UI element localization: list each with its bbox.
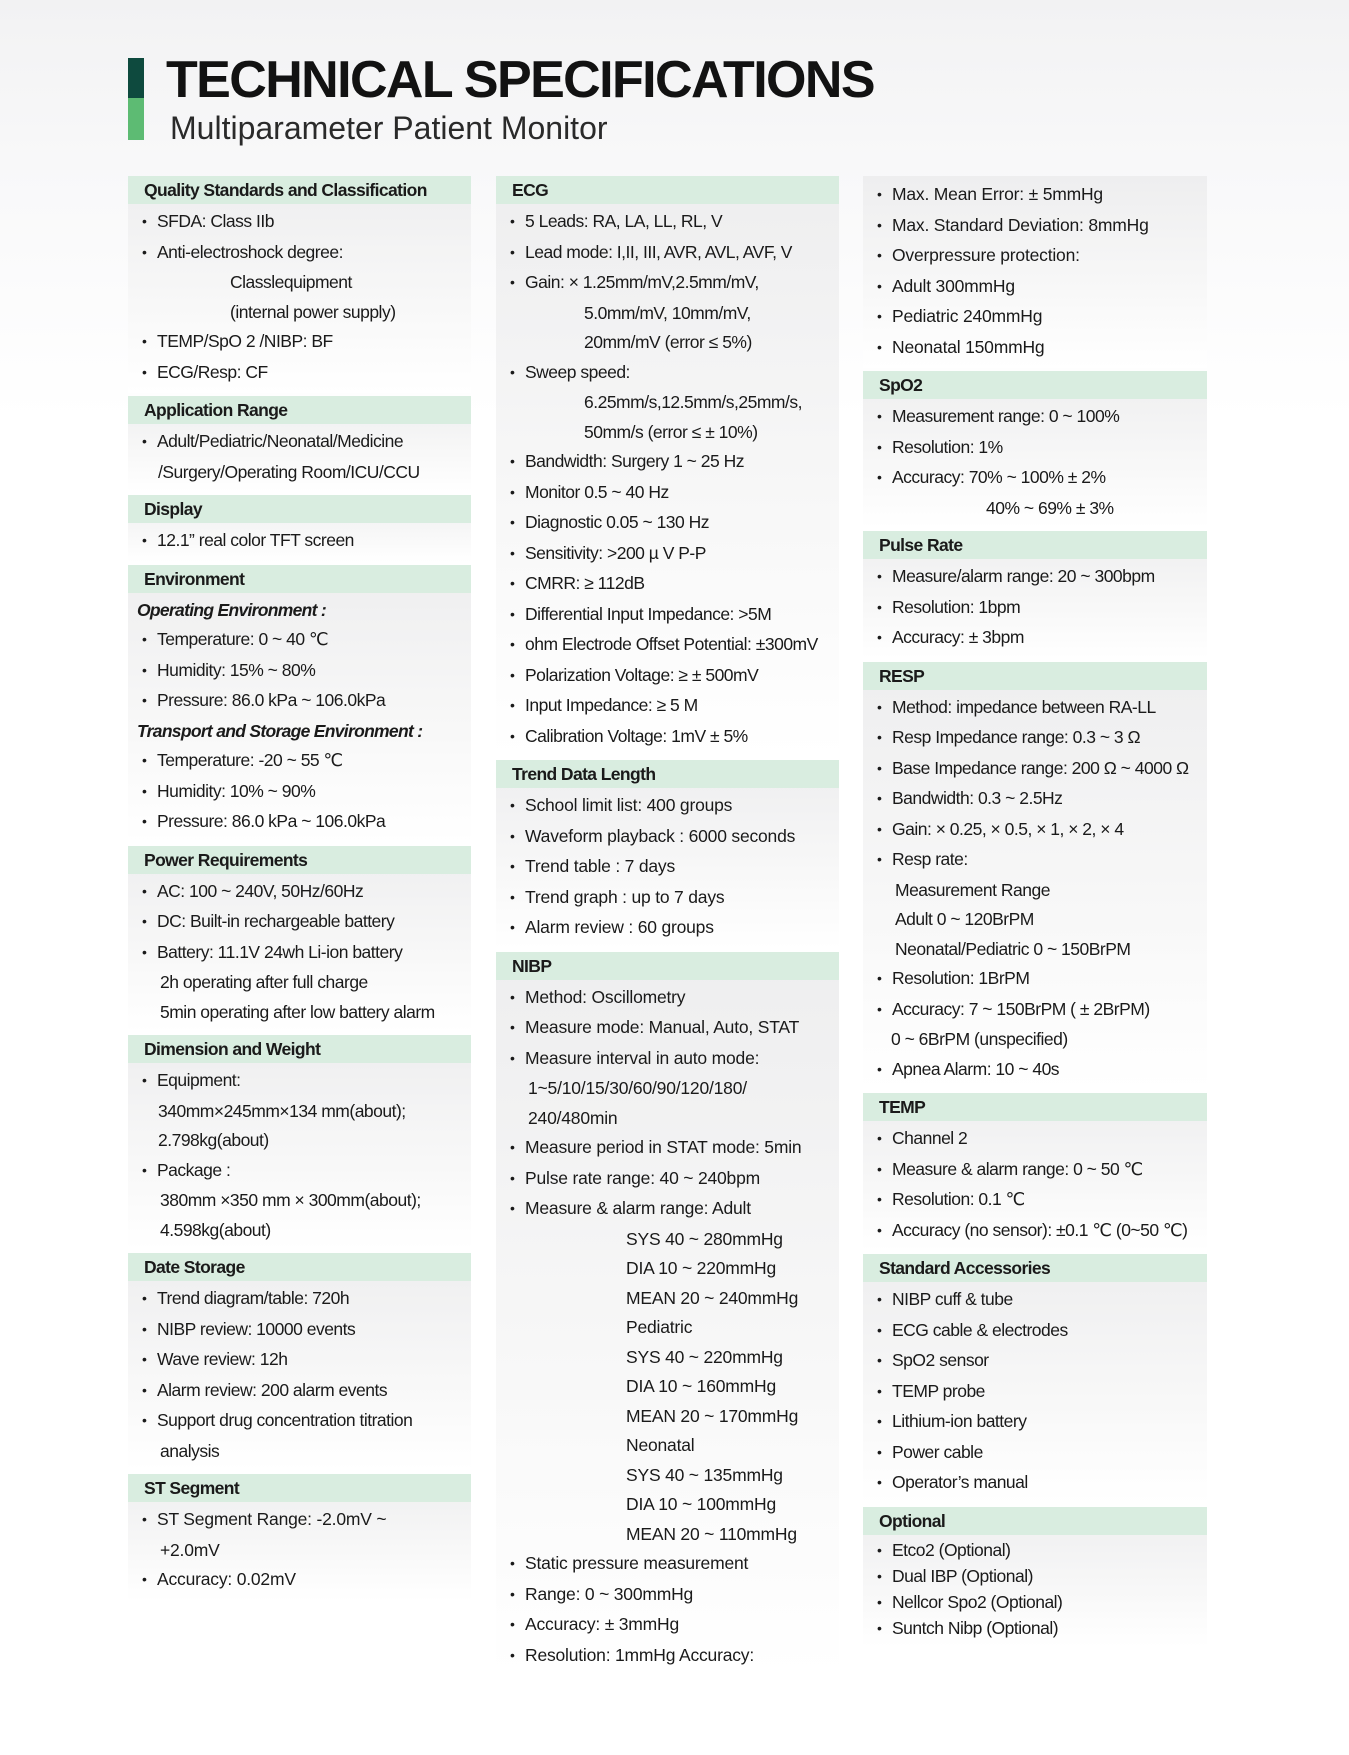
spec-line: • Max. Standard Deviation: 8mmHg — [863, 211, 1207, 242]
spec-line: 0 ~ 6BrPM (unspecified) — [891, 1029, 1068, 1049]
section-title: Date Storage — [128, 1253, 471, 1281]
section-title: NIBP — [496, 952, 839, 980]
spec-line: • Resolution: 1mmHg Accuracy: — [496, 1641, 839, 1672]
spec-line: (internal power supply) — [230, 301, 396, 322]
spec-line: DIA 10 ~ 220mmHg — [626, 1258, 777, 1278]
spec-line: • Pediatric 240mmHg — [863, 302, 1207, 333]
spec-line: • Dual IBP (Optional) — [863, 1564, 1207, 1590]
page-title: TECHNICAL SPECIFICATIONS — [166, 51, 874, 109]
spec-line: • Overpressure protection: — [863, 241, 1207, 272]
section-date-storage — [128, 1253, 471, 1471]
spec-line: • Range: 0 ~ 300mmHg — [496, 1580, 839, 1611]
section-title: ST Segment — [128, 1474, 471, 1502]
spec-line: 1~5/10/15/30/60/90/120/180/ — [528, 1078, 747, 1098]
spec-line: • Resolution: 0.1 ℃ — [863, 1185, 1207, 1216]
column-left — [128, 176, 471, 1604]
spec-line: • CMRR: ≥ 112dB — [496, 569, 839, 600]
section-ecg — [496, 176, 839, 757]
section-title: Optional — [863, 1507, 1207, 1535]
spec-line: • Measure mode: Manual, Auto, STAT — [496, 1013, 839, 1044]
spec-line: • NIBP cuff & tube — [863, 1285, 1207, 1316]
spec-line: • Resolution: 1bpm — [863, 593, 1207, 624]
spec-line: • Sensitivity: >200 µ V P-P — [496, 539, 839, 570]
spec-line: • Measure/alarm range: 20 ~ 300bpm — [863, 562, 1207, 593]
spec-line: DIA 10 ~ 100mmHg — [626, 1494, 777, 1514]
spec-line: • Resp rate: — [863, 845, 1207, 876]
spec-line: • TEMP probe — [863, 1377, 1207, 1408]
spec-line: • Temperature: 0 ~ 40 ℃ — [128, 625, 471, 656]
accent-bar-light — [128, 98, 144, 140]
section-quality-standards — [128, 176, 471, 393]
subsection-title: Operating Environment : — [137, 599, 327, 620]
spec-line: • Resolution: 1% — [863, 433, 1207, 464]
spec-line: • Channel 2 — [863, 1124, 1207, 1155]
spec-line: 380mm ×350 mm × 300mm(about); — [160, 1190, 421, 1210]
spec-line: • ECG/Resp: CF — [128, 358, 471, 389]
spec-line: • Humidity: 15% ~ 80% — [128, 656, 471, 687]
spec-line: • Nellcor Spo2 (Optional) — [863, 1590, 1207, 1616]
spec-line: 2.798kg(about) — [158, 1130, 269, 1150]
spec-line: • Pressure: 86.0 kPa ~ 106.0kPa — [128, 686, 471, 717]
spec-line: • Polarization Voltage: ≥ ± 500mV — [496, 661, 839, 692]
spec-line: 2h operating after full charge — [160, 972, 368, 992]
spec-line: • ST Segment Range: -2.0mV ~ — [128, 1505, 471, 1536]
spec-line: 40% ~ 69% ± 3% — [986, 497, 1114, 518]
spec-line: • Accuracy: 0.02mV — [128, 1565, 471, 1596]
accent-bar-dark — [128, 58, 144, 98]
section-title: ECG — [496, 176, 839, 204]
spec-line: • Trend graph : up to 7 days — [496, 883, 839, 914]
spec-line: • Wave review: 12h — [128, 1345, 471, 1376]
spec-line: • Accuracy: 7 ~ 150BrPM ( ± 2BrPM) — [863, 995, 1207, 1026]
spec-line: Measurement Range — [895, 879, 1050, 900]
spec-line: • Apnea Alarm: 10 ~ 40s — [863, 1055, 1207, 1086]
spec-line: 4.598kg(about) — [160, 1219, 271, 1240]
section-title: SpO2 — [863, 371, 1207, 399]
spec-line: MEAN 20 ~ 110mmHg — [626, 1523, 797, 1544]
section-title: Standard Accessories — [863, 1254, 1207, 1282]
spec-line: Neonatal — [626, 1435, 695, 1455]
section-display — [128, 495, 471, 562]
spec-line: • Resolution: 1BrPM — [863, 964, 1207, 995]
spec-line: 240/480min — [528, 1107, 618, 1128]
spec-line: Neonatal/Pediatric 0 ~ 150BrPM — [895, 938, 1131, 959]
spec-line: • Max. Mean Error: ± 5mmHg — [863, 180, 1207, 211]
section-dimension-weight — [128, 1035, 471, 1250]
spec-line: +2.0mV — [160, 1539, 220, 1560]
spec-line: SYS 40 ~ 135mmHg — [626, 1464, 783, 1485]
spec-line: MEAN 20 ~ 170mmHg — [626, 1405, 799, 1426]
spec-line: • AC: 100 ~ 240V, 50Hz/60Hz — [128, 877, 471, 908]
spec-line: 50mm/s (error ≤ ± 10%) — [584, 421, 758, 442]
section-spo2 — [863, 371, 1207, 528]
spec-line: • Temperature: -20 ~ 55 ℃ — [128, 746, 471, 777]
spec-line: • Base Impedance range: 200 Ω ~ 4000 Ω — [863, 754, 1207, 785]
section-nibp — [496, 952, 839, 1677]
section-st-segment — [128, 1474, 471, 1601]
spec-line: • School limit list: 400 groups — [496, 791, 839, 822]
spec-line: • Trend table : 7 days — [496, 852, 839, 883]
spec-line: • Gain: × 0.25, × 0.5, × 1, × 2, × 4 — [863, 815, 1207, 846]
spec-line: 5.0mm/mV, 10mm/mV, — [584, 302, 751, 323]
section-nibp-continued — [863, 176, 1207, 368]
spec-line: • Bandwidth: 0.3 ~ 2.5Hz — [863, 784, 1207, 815]
spec-line: • Accuracy: ± 3bpm — [863, 623, 1207, 654]
spec-line: • Method: Oscillometry — [496, 983, 839, 1014]
spec-line: • Power cable — [863, 1438, 1207, 1469]
section-trend-data-length — [496, 760, 839, 949]
spec-line: • ohm Electrode Offset Potential: ±300mV — [496, 630, 839, 661]
spec-line: • 12.1” real color TFT screen — [128, 526, 471, 557]
spec-line: • 5 Leads: RA, LA, LL, RL, V — [496, 207, 839, 238]
spec-line: DIA 10 ~ 160mmHg — [626, 1376, 777, 1396]
spec-line: • TEMP/SpO 2 /NIBP: BF — [128, 327, 471, 358]
column-right — [863, 176, 1207, 1650]
spec-line: • Measure interval in auto mode: — [496, 1044, 839, 1075]
spec-line: 20mm/mV (error ≤ 5%) — [584, 332, 752, 352]
section-title: Dimension and Weight — [128, 1035, 471, 1063]
spec-line: • Differential Input Impedance: >5M — [496, 600, 839, 631]
section-title: Quality Standards and Classification — [128, 176, 471, 204]
spec-line: • Humidity: 10% ~ 90% — [128, 777, 471, 808]
spec-line: • Measure & alarm range: 0 ~ 50 ℃ — [863, 1155, 1207, 1186]
spec-line: • Diagnostic 0.05 ~ 130 Hz — [496, 508, 839, 539]
spec-line: • Calibration Voltage: 1mV ± 5% — [496, 722, 839, 753]
spec-line: /Surgery/Operating Room/ICU/CCU — [158, 461, 420, 482]
spec-line: • ECG cable & electrodes — [863, 1316, 1207, 1347]
section-application-range — [128, 396, 471, 492]
spec-line: • Battery: 11.1V 24wh Li-ion battery — [128, 938, 471, 969]
spec-line: • Sweep speed: — [496, 358, 839, 389]
spec-line: • Measure & alarm range: Adult — [496, 1194, 839, 1225]
spec-line: • Monitor 0.5 ~ 40 Hz — [496, 478, 839, 509]
section-resp — [863, 662, 1207, 1091]
spec-line: • Accuracy: ± 3mmHg — [496, 1610, 839, 1641]
spec-line: • Lithium-ion battery — [863, 1407, 1207, 1438]
section-optional — [863, 1507, 1207, 1647]
spec-line: • Method: impedance between RA-LL — [863, 693, 1207, 724]
spec-line: SYS 40 ~ 280mmHg — [626, 1228, 783, 1249]
spec-line: • SpO2 sensor — [863, 1346, 1207, 1377]
spec-line: • Support drug concentration titration — [128, 1406, 471, 1437]
page-header — [128, 51, 1028, 151]
section-environment — [128, 565, 471, 843]
spec-line: Classlequipment — [230, 272, 352, 292]
spec-line: 6.25mm/s,12.5mm/s,25mm/s, — [584, 392, 802, 412]
page-subtitle: Multiparameter Patient Monitor — [170, 110, 608, 146]
spec-line: • Lead mode: I,II, III, AVR, AVL, AVF, V — [496, 238, 839, 269]
section-temp — [863, 1093, 1207, 1251]
spec-line: • Anti-electroshock degree: — [128, 238, 471, 269]
spec-line: • Operator’s manual — [863, 1468, 1207, 1499]
section-title: TEMP — [863, 1093, 1207, 1121]
spec-line: • Input Impedance: ≥ 5 M — [496, 691, 839, 722]
section-title: Power Requirements — [128, 846, 471, 874]
spec-line: • Measurement range: 0 ~ 100% — [863, 402, 1207, 433]
spec-line: • DC: Built-in rechargeable battery — [128, 907, 471, 938]
spec-line: • Accuracy: 70% ~ 100% ± 2% — [863, 463, 1207, 494]
spec-line: • Alarm review : 60 groups — [496, 913, 839, 944]
spec-line: MEAN 20 ~ 240mmHg — [626, 1287, 799, 1308]
spec-line: • Suntch Nibp (Optional) — [863, 1616, 1207, 1642]
spec-line: 340mm×245mm×134 mm(about); — [158, 1100, 406, 1121]
spec-line: • Static pressure measurement — [496, 1549, 839, 1580]
section-title: RESP — [863, 662, 1207, 690]
section-title: Pulse Rate — [863, 531, 1207, 559]
spec-line: • Gain: × 1.25mm/mV,2.5mm/mV, — [496, 268, 839, 299]
spec-line: SYS 40 ~ 220mmHg — [626, 1346, 783, 1367]
spec-line: • Measure period in STAT mode: 5min — [496, 1133, 839, 1164]
spec-line: • NIBP review: 10000 events — [128, 1315, 471, 1346]
spec-line: • Pressure: 86.0 kPa ~ 106.0kPa — [128, 807, 471, 838]
spec-line: • Pulse rate range: 40 ~ 240bpm — [496, 1164, 839, 1195]
spec-line: • Adult/Pediatric/Neonatal/Medicine — [128, 427, 471, 458]
column-middle — [496, 176, 839, 1679]
spec-line: • Etco2 (Optional) — [863, 1538, 1207, 1564]
spec-line: • SFDA: Class IIb — [128, 207, 471, 238]
section-title: Environment — [128, 565, 471, 593]
spec-line: • Equipment: — [128, 1066, 471, 1097]
spec-line: • Accuracy (no sensor): ±0.1 ℃ (0~50 ℃) — [863, 1216, 1207, 1247]
spec-line: • Resp Impedance range: 0.3 ~ 3 Ω — [863, 723, 1207, 754]
spec-line: analysis — [160, 1440, 220, 1461]
subsection-title: Transport and Storage Environment : — [137, 720, 423, 741]
section-pulse-rate — [863, 531, 1207, 659]
spec-line: • Alarm review: 200 alarm events — [128, 1376, 471, 1407]
section-title: Display — [128, 495, 471, 523]
spec-line: • Waveform playback : 6000 seconds — [496, 822, 839, 853]
spec-line: • Adult 300mmHg — [863, 272, 1207, 303]
spec-line: • Trend diagram/table: 720h — [128, 1284, 471, 1315]
spec-line: • Package : — [128, 1156, 471, 1187]
spec-line: Pediatric — [626, 1317, 693, 1337]
spec-line: Adult 0 ~ 120BrPM — [895, 909, 1034, 929]
spec-line: 5min operating after low battery alarm — [160, 1001, 435, 1022]
spec-line: • Bandwidth: Surgery 1 ~ 25 Hz — [496, 447, 839, 478]
section-title: Application Range — [128, 396, 471, 424]
section-title: Trend Data Length — [496, 760, 839, 788]
section-standard-accessories — [863, 1254, 1207, 1504]
spec-line: • Neonatal 150mmHg — [863, 333, 1207, 364]
section-power-requirements — [128, 846, 471, 1033]
